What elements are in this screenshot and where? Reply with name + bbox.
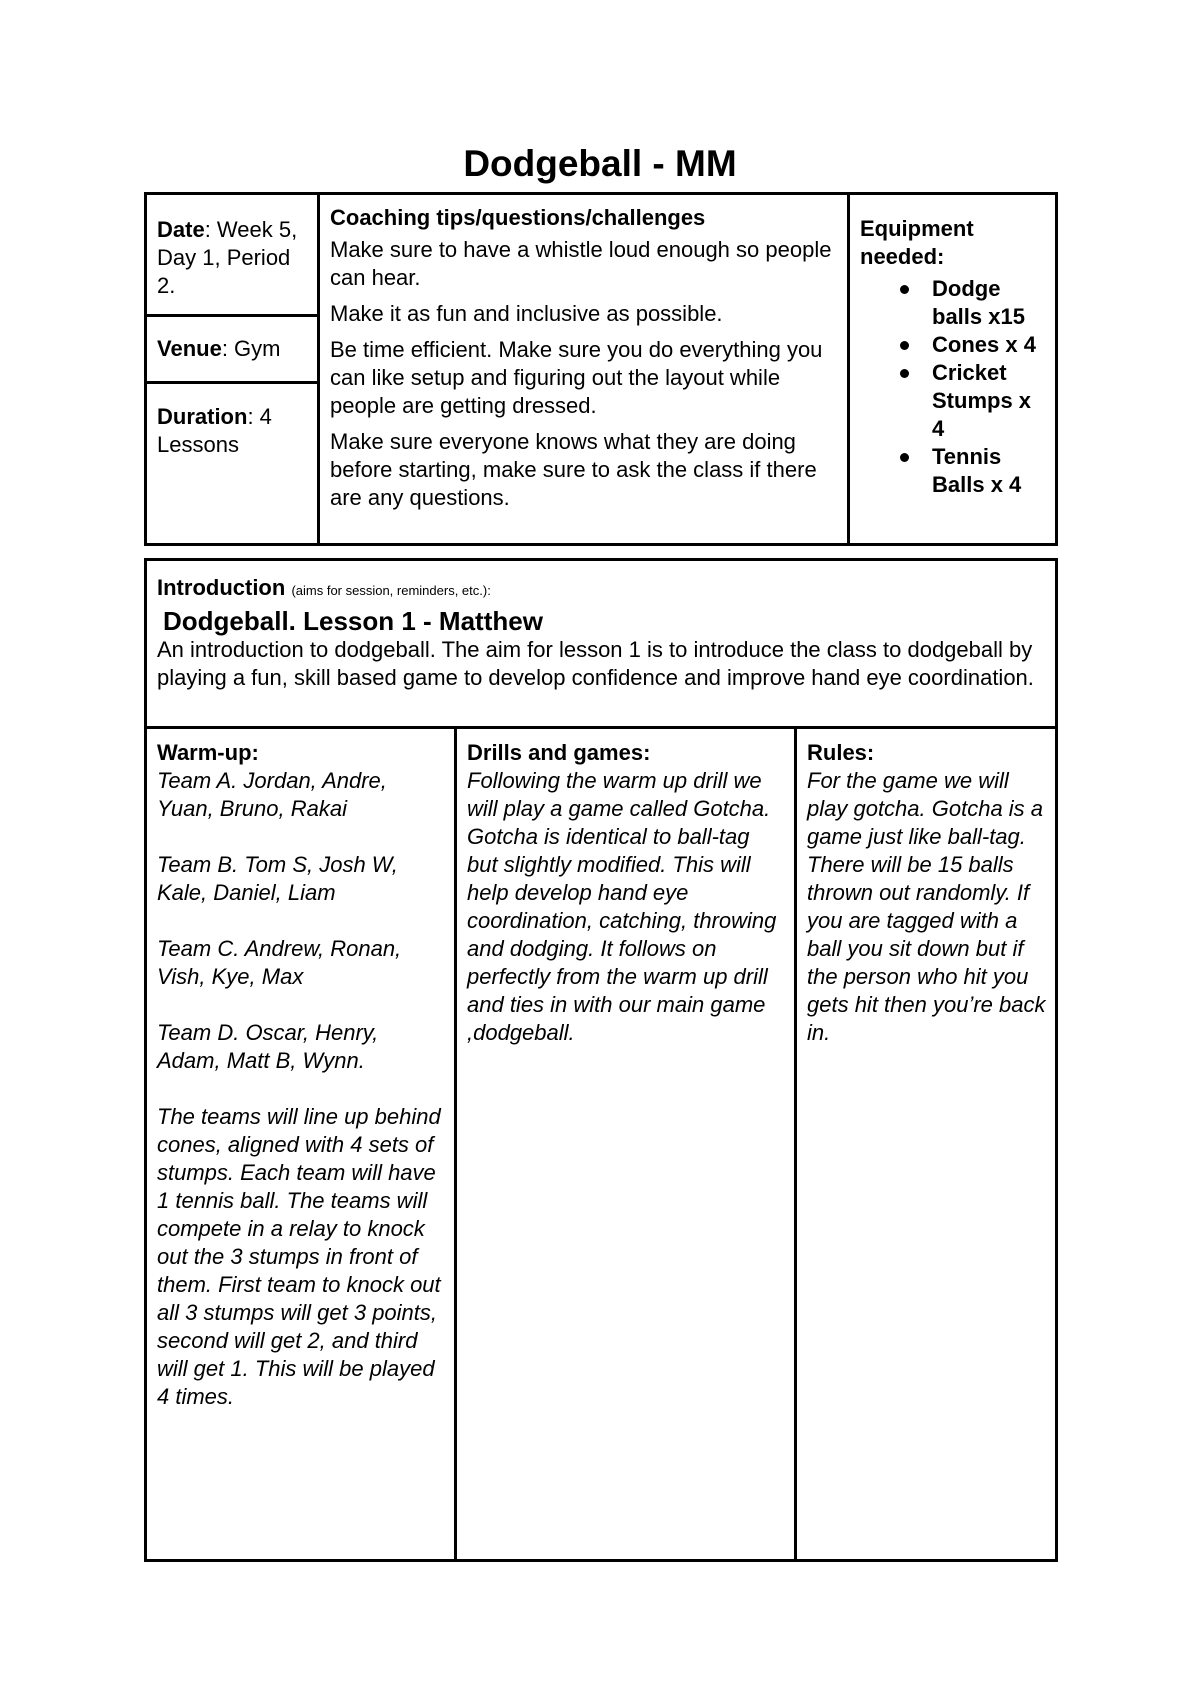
coaching-tip: Make it as fun and inclusive as possible. (330, 301, 723, 326)
lesson-title: Dodgeball. Lesson 1 - Matthew (163, 606, 543, 636)
warmup-description: The teams will line up behind cones, aligned with 4 sets of stumps. Each team will have 1 tennis ball. The teams will compete in a relay to knock out the 3 stumps in front of them. First team to knock out all 3 stumps will get 3 points, second will get 2, and third will get 1. This will be played 4 times. (157, 1104, 441, 1409)
rules-text: For the game we will play gotcha. Gotcha is a game just like ball-tag. There will be 15 balls thrown out randomly. If you are tagged with a ball you sit down but if the person who hit you gets hit then you’re back in. (807, 768, 1046, 1045)
venue-label: Venue (157, 336, 222, 361)
session-details-table (144, 192, 1058, 546)
introduction-text: An introduction to dodgeball. The aim for lesson 1 is to introduce the class to dodgeball by playing a fun, skill based game to develop confidence and improve hand eye coordination. (157, 637, 1034, 690)
venue-value: : Gym (221, 336, 281, 361)
equipment-item-label: Dodge balls x15 (932, 276, 1025, 329)
drills-column (457, 729, 797, 1559)
lesson-plan-table (144, 558, 1058, 1562)
date-cell (147, 195, 317, 317)
warmup-column (147, 729, 457, 1559)
coaching-tips-column (320, 195, 850, 543)
session-info-column (147, 195, 320, 543)
introduction-section (147, 561, 1055, 729)
drills-heading: Drills and games: (467, 740, 651, 765)
rules-heading: Rules: (807, 740, 875, 765)
team-list-item: Team A. Jordan, Andre, Yuan, Bruno, Rakai (157, 768, 387, 821)
coaching-tips-heading: Coaching tips/questions/challenges (330, 205, 706, 230)
coaching-tip: Make sure to have a whistle loud enough so people can hear. (330, 237, 832, 290)
duration-cell (147, 384, 317, 543)
bullet-icon (900, 341, 909, 350)
date-value: : Week 5, Day 1, Period 2. (157, 217, 298, 298)
bullet-icon (900, 285, 909, 294)
team-list-item: Team B. Tom S, Josh W, Kale, Daniel, Liam (157, 852, 398, 905)
bullet-icon (900, 453, 909, 462)
equipment-column (850, 195, 1055, 543)
duration-value: : 4 Lessons (157, 404, 272, 457)
equipment-item (900, 359, 1047, 443)
coaching-tip: Be time efficient. Make sure you do everything you can like setup and figuring out the layout while people are getting dressed. (330, 337, 823, 418)
page-title: Dodgeball - MM (463, 143, 737, 184)
equipment-heading: Equipment needed: (860, 216, 974, 269)
introduction-heading (157, 574, 1045, 605)
warmup-heading: Warm-up: (157, 740, 259, 765)
equipment-item-label: Tennis Balls x 4 (932, 444, 1022, 497)
team-list-item: Team D. Oscar, Henry, Adam, Matt B, Wynn. (157, 1020, 379, 1073)
rules-column (797, 729, 1055, 1559)
drills-text: Following the warm up drill we will play a game called Gotcha. Gotcha is identical to ball-tag but slightly modified. This will help develop hand eye coordination, catching, throwing and dodging. It follows on perfectly from the warm up drill and ties in with our main game ,dodgeball. (467, 768, 777, 1045)
equipment-item-label: Cricket Stumps x 4 (932, 360, 1032, 441)
equipment-item-label: Cones x 4 (932, 332, 1036, 357)
introduction-label: Introduction (157, 575, 286, 600)
team-list-item: Team C. Andrew, Ronan, Vish, Kye, Max (157, 936, 402, 989)
duration-label: Duration (157, 404, 248, 429)
equipment-item (900, 443, 1047, 499)
coaching-tip: Make sure everyone knows what they are doing before starting, make sure to ask the class if there are any questions. (330, 429, 817, 510)
introduction-note: (aims for session, reminders, etc.): (291, 583, 491, 598)
venue-cell (147, 317, 317, 384)
equipment-item (900, 275, 1047, 331)
equipment-item (900, 331, 1047, 359)
bullet-icon (900, 369, 909, 378)
equipment-list (860, 275, 1047, 499)
date-label: Date (157, 217, 205, 242)
